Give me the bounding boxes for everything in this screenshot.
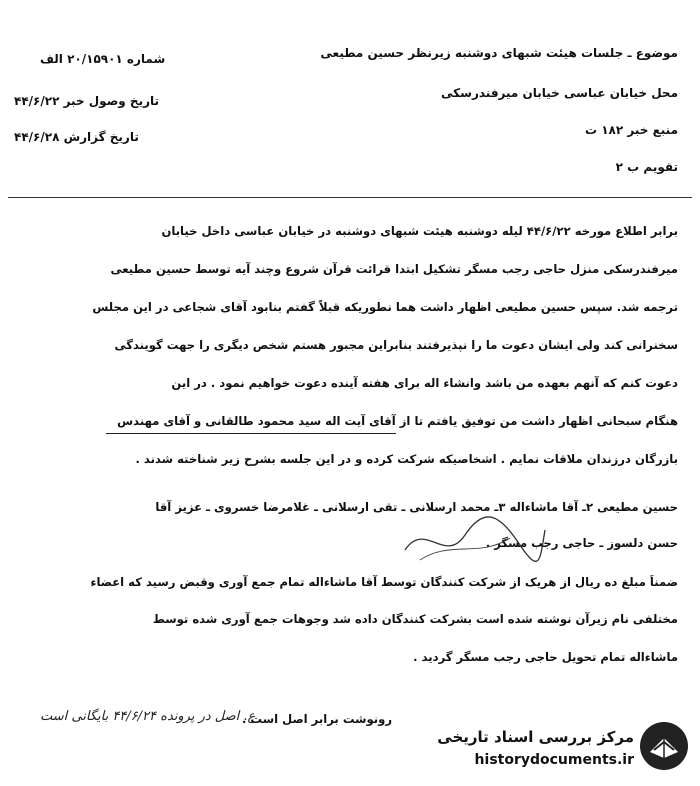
body-line-5: دعوت کنم که آنهم بعهده من باشد وانشاء اله برای هفته آینده دعوت خواهیم نمود . در این: [171, 376, 678, 390]
body-line-3: ترجمه شد. سپس حسین مطیعی اظهار داشت هما نطوریکه قبلاً گفتم بنابود آقای شجاعی در این مجلس: [92, 300, 678, 314]
attendees-line-1: حسین مطیعی ۲ـ آقا ماشاءاله ۳ـ محمد ارسلانی ـ تقی ارسلانی ـ غلامرضا خسروی ـ عزیز آقا: [155, 500, 678, 514]
signature-scribble: [400, 510, 550, 570]
handwritten-archive-note: ع. اصل در پرونده ۴۴/۶/۲۴ بایگانی است: [40, 709, 256, 724]
attendees-line-2: حسن دلسوز ـ حاجی رجب مسگر .: [485, 536, 678, 550]
certified-copy-text: رونوشت برابر اصل است .: [241, 712, 392, 726]
closing-line-2: مختلفی نام زیرآن نوشته شده است بشرکت کنندگان داده شد وجوهات جمع آوری شده توسط: [152, 612, 678, 626]
report-date: تاریخ گزارش ۴۴/۶/۲۸: [14, 130, 139, 144]
archive-watermark: [424, 716, 694, 780]
rating-line: تقویم ب ۲: [615, 160, 678, 174]
watermark-url: historydocuments.ir: [474, 752, 634, 768]
book-logo-icon: [638, 720, 690, 772]
body-line-7: بازرگان درزندان ملاقات نمایم . اشخاصیکه شرکت کرده و در این جلسه بشرح زیر شناخته شدند .: [135, 452, 678, 466]
source-line: منبع خبر ۱۸۲ ت: [584, 123, 678, 137]
closing-line-3: ماشاءاله تمام تحویل حاجی رجب مسگر گردید .: [413, 650, 678, 664]
body-line-4: سخنرانی کند ولی ایشان دعوت ما را نپذیرفتند بنابراین مجبور هستم شخص دیگری را جهت گویندگی: [114, 338, 678, 352]
subject-line: موضوع ـ جلسات هیئت شبهای دوشنبه زیرنظر حسین مطیعی: [320, 46, 678, 60]
closing-line-1: ضمناً مبلغ ده ریال از هریک از شرکت کنندگان توسط آقا ماشاءاله تمام جمع آوری وقبض رسید که اعضاء: [90, 575, 678, 589]
body-line-1: برابر اطلاع مورخه ۴۴/۶/۲۲ لیله دوشنبه هیئت شبهای دوشنبه در خیابان عباسی داخل خیابان: [161, 224, 678, 238]
body-line-2: میرفندرسکی منزل حاجی رجب مسگر تشکیل ابتدا قرائت قرآن شروع وچند آیه توسط حسین مطیعی: [110, 262, 678, 276]
document-number: شماره ۲۰/۱۵۹۰۱ الف: [40, 52, 166, 66]
received-date: تاریخ وصول خبر ۴۴/۶/۲۲: [14, 94, 159, 108]
name-underline: [106, 433, 396, 434]
watermark-title: مرکز بررسی اسناد تاریخی: [437, 728, 634, 746]
place-line: محل خیابان عباسی خیابان میرفندرسکی: [441, 86, 678, 100]
header-divider: [8, 197, 692, 198]
body-line-6: هنگام سبحانی اظهار داشت من توفیق یافتم تا از آقای آیت اله سید محمود طالقانی و آقای مهندس: [117, 414, 678, 428]
